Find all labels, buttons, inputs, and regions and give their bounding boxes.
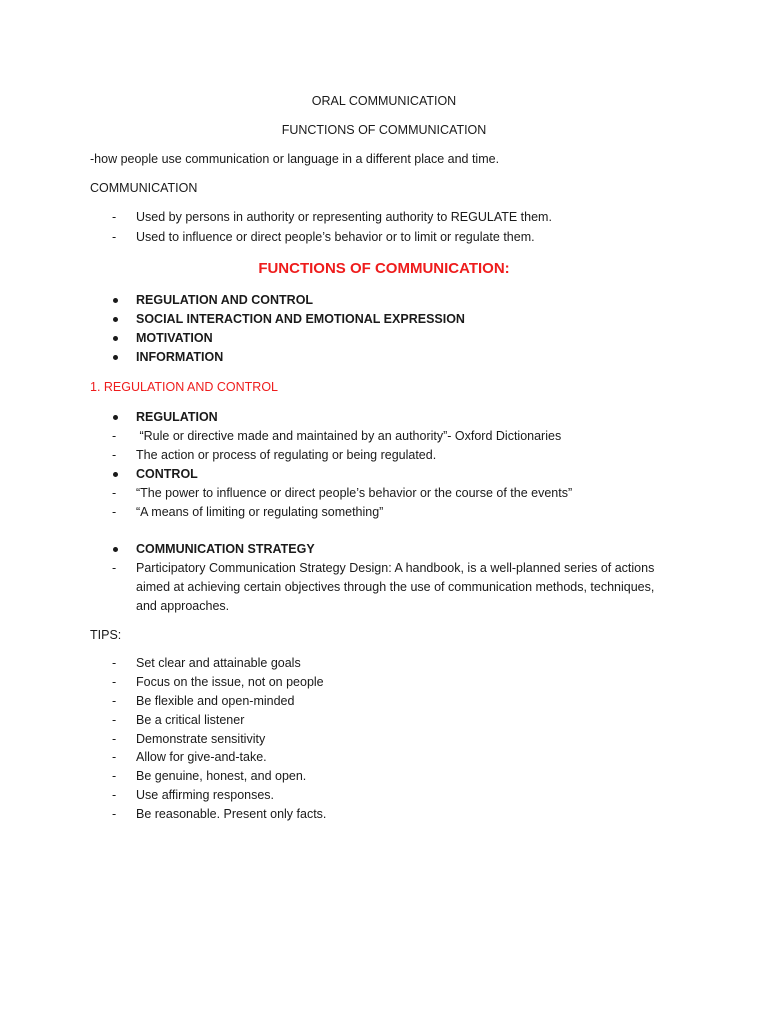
dash-marker: -: [112, 656, 117, 670]
tip-item: Use affirming responses.: [136, 788, 275, 802]
dash-marker: -: [112, 732, 117, 746]
tip-item: Be genuine, honest, and open.: [136, 769, 307, 783]
bullet-icon: [113, 317, 118, 322]
regulation-label: REGULATION: [136, 410, 218, 424]
tip-item: Be flexible and open-minded: [136, 694, 295, 708]
functions-list-item: INFORMATION: [136, 350, 224, 364]
functions-list-item: SOCIAL INTERACTION AND EMOTIONAL EXPRESSION: [136, 312, 465, 326]
dash-marker: -: [112, 675, 117, 689]
bullet-icon: [113, 472, 118, 477]
communication-item: Used by persons in authority or representing authority to REGULATE them.: [136, 210, 552, 224]
control-item: “A means of limiting or regulating something”: [136, 505, 384, 519]
control-item: “The power to influence or direct people’s behavior or the course of the events”: [136, 486, 573, 500]
document-subtitle: FUNCTIONS OF COMMUNICATION: [281, 123, 487, 137]
dash-marker: -: [112, 210, 117, 224]
communication-item: Used to influence or direct people’s behavior or to limit or regulate them.: [136, 230, 535, 244]
dash-marker: -: [112, 713, 117, 727]
bullet-icon: [113, 355, 118, 360]
functions-heading: FUNCTIONS OF COMMUNICATION:: [258, 260, 510, 277]
definition-text: -how people use communication or language in a different place and time.: [90, 152, 500, 166]
regulation-item: The action or process of regulating or being regulated.: [136, 448, 437, 462]
dash-marker: -: [112, 750, 117, 764]
dash-marker: -: [112, 561, 117, 575]
dash-marker: -: [112, 505, 117, 519]
functions-list-item: MOTIVATION: [136, 331, 213, 345]
strategy-line: and approaches.: [136, 599, 230, 613]
dash-marker: -: [112, 448, 117, 462]
bullet-icon: [113, 415, 118, 420]
tips-label: TIPS:: [90, 628, 122, 642]
strategy-line: aimed at achieving certain objectives through the use of communication methods, techniques,: [136, 580, 655, 594]
tip-item: Focus on the issue, not on people: [136, 675, 324, 689]
regulation-item: “Rule or directive made and maintained by an authority”- Oxford Dictionaries: [136, 429, 562, 443]
functions-list-item: REGULATION AND CONTROL: [136, 293, 314, 307]
dash-marker: -: [112, 807, 117, 821]
tip-item: Set clear and attainable goals: [136, 656, 301, 670]
dash-marker: -: [112, 429, 117, 443]
dash-marker: -: [112, 486, 117, 500]
bullet-icon: [113, 547, 118, 552]
dash-marker: -: [112, 769, 117, 783]
bullet-icon: [113, 298, 118, 303]
document-title: ORAL COMMUNICATION: [311, 94, 457, 108]
bullet-icon: [113, 336, 118, 341]
dash-marker: -: [112, 230, 117, 244]
tip-item: Be reasonable. Present only facts.: [136, 807, 327, 821]
tip-item: Demonstrate sensitivity: [136, 732, 266, 746]
communication-label: COMMUNICATION: [90, 181, 198, 195]
control-label: CONTROL: [136, 467, 198, 481]
strategy-line: Participatory Communication Strategy Design: A handbook, is a well-planned series of actions: [136, 561, 655, 575]
tip-item: Allow for give-and-take.: [136, 750, 267, 764]
dash-marker: -: [112, 694, 117, 708]
tip-item: Be a critical listener: [136, 713, 245, 727]
dash-marker: -: [112, 788, 117, 802]
section1-heading: 1. REGULATION AND CONTROL: [90, 380, 278, 394]
strategy-label: COMMUNICATION STRATEGY: [136, 542, 315, 556]
